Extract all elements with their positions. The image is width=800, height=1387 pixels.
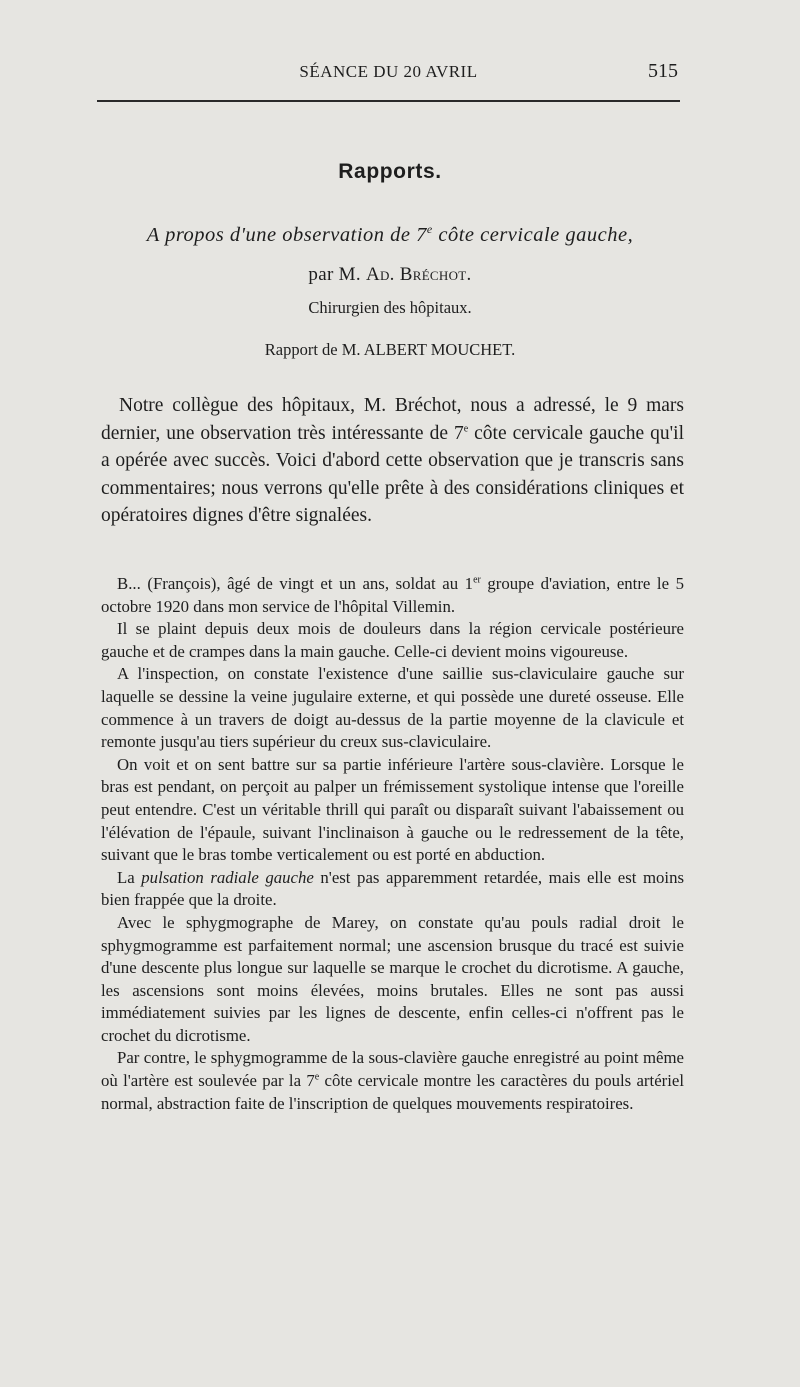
article-title-sup: e xyxy=(426,222,433,237)
observation-text xyxy=(101,573,684,1115)
text-run: côte cervicale montre les caractères du pouls artériel normal, abstraction faite de l'inscription de quelques mouvements respiratoires. xyxy=(101,1071,684,1113)
observation-paragraph: A l'inspection, on constate l'existence d'une saillie sus-claviculaire gauche sur laquelle se dessine la veine jugulaire externe, et qui possède une dureté osseuse. Elle commence à un travers de doigt au-dessus de la partie moyenne de la clavicule et remonte jusqu'au tiers supérieur du creux sus-claviculaire. xyxy=(101,664,684,752)
byline-prefix: par M. xyxy=(308,264,366,285)
text-run: groupe d'aviation, entre le 5 octobre 1920 dans mon service de l'hôpital Villemin. xyxy=(101,574,685,616)
text-run: La xyxy=(117,867,142,887)
superscript: e xyxy=(463,423,469,434)
article-title-part: A propos d'une observation de 7 xyxy=(146,224,427,246)
author-name: Ad. Bréchot. xyxy=(365,264,472,285)
italic-run: pulsation radiale gauche xyxy=(141,867,314,887)
author-affiliation: Chirurgien des hôpitaux. xyxy=(308,298,472,317)
text-run: Notre collègue des hôpitaux, M. Bréchot, nous a adressé, le 9 mars dernier, une observation très intéressante de 7 xyxy=(101,395,684,444)
observation-paragraph xyxy=(101,573,684,618)
article-title xyxy=(0,224,780,247)
text-run: Par contre, le sphygmogramme de la sous-clavière gauche enregistré au point même où l'artère est soulevée par la 7 xyxy=(101,1048,684,1091)
superscript: e xyxy=(314,1071,320,1083)
text-run: B... (François), âgé de vingt et un ans, soldat au 1 xyxy=(117,574,474,593)
observation-paragraph: Avec le sphygmographe de Marey, on constate qu'au pouls radial droit le sphygmogramme est parfaitement normal; une ascension brusque du tracé est suivie d'une descente plus longue sur laquelle se marque le crochet du dicrotisme. A gauche, les ascensions sont moins élevées, moins brutales. Elles ne sont pas aussi immédiatement suivies par les lignes de descente, enfin celles-ci n'offrent pas le crochet du dicrotisme. xyxy=(101,912,684,1045)
running-title: SÉANCE DU 20 AVRIL xyxy=(299,62,478,81)
text-run: côte cervicale gauche qu'il a opérée avec succès. Voici d'abord cette observation que je transcris sans commentaires; nous verrons qu'elle prête à des considérations cliniques et opératoires dignes d'être signalées. xyxy=(101,422,684,526)
observation-paragraph: On voit et on sent battre sur sa partie inférieure l'artère sous-clavière. Lorsque le bras est pendant, on perçoit au palper un frémissement systolique intense que l'oreille peut entendre. C'est un véritable thrill qui paraît ou disparaît suivant l'abaissement ou l'élévation de l'épaule, suivant l'inclinaison à gauche ou le redressement de la tête, suivant que le bras tombe verticalement ou est porté en abduction. xyxy=(101,754,684,865)
rapport-line: Rapport de M. ALBERT MOUCHET. xyxy=(264,340,516,359)
intro-paragraph xyxy=(101,392,684,530)
page-number: 515 xyxy=(648,60,678,82)
observation-paragraph xyxy=(101,867,684,912)
superscript: er xyxy=(473,574,481,586)
article-title-part: côte cervicale gauche, xyxy=(432,224,634,246)
running-head xyxy=(97,60,680,90)
author-byline xyxy=(0,264,780,286)
text-run: n'est pas apparemment retardée, mais elle est moins bien frappée que la droite. xyxy=(101,867,684,910)
observation-paragraph: Il se plaint depuis deux mois de douleurs dans la région cervicale postérieure gauche et de crampes dans la main gauche. Celle-ci devient moins vigoureuse. xyxy=(101,619,684,661)
observation-paragraph xyxy=(101,1047,684,1115)
intro-text xyxy=(101,392,684,530)
section-title: Rapports. xyxy=(338,160,442,183)
header-rule xyxy=(97,100,680,102)
